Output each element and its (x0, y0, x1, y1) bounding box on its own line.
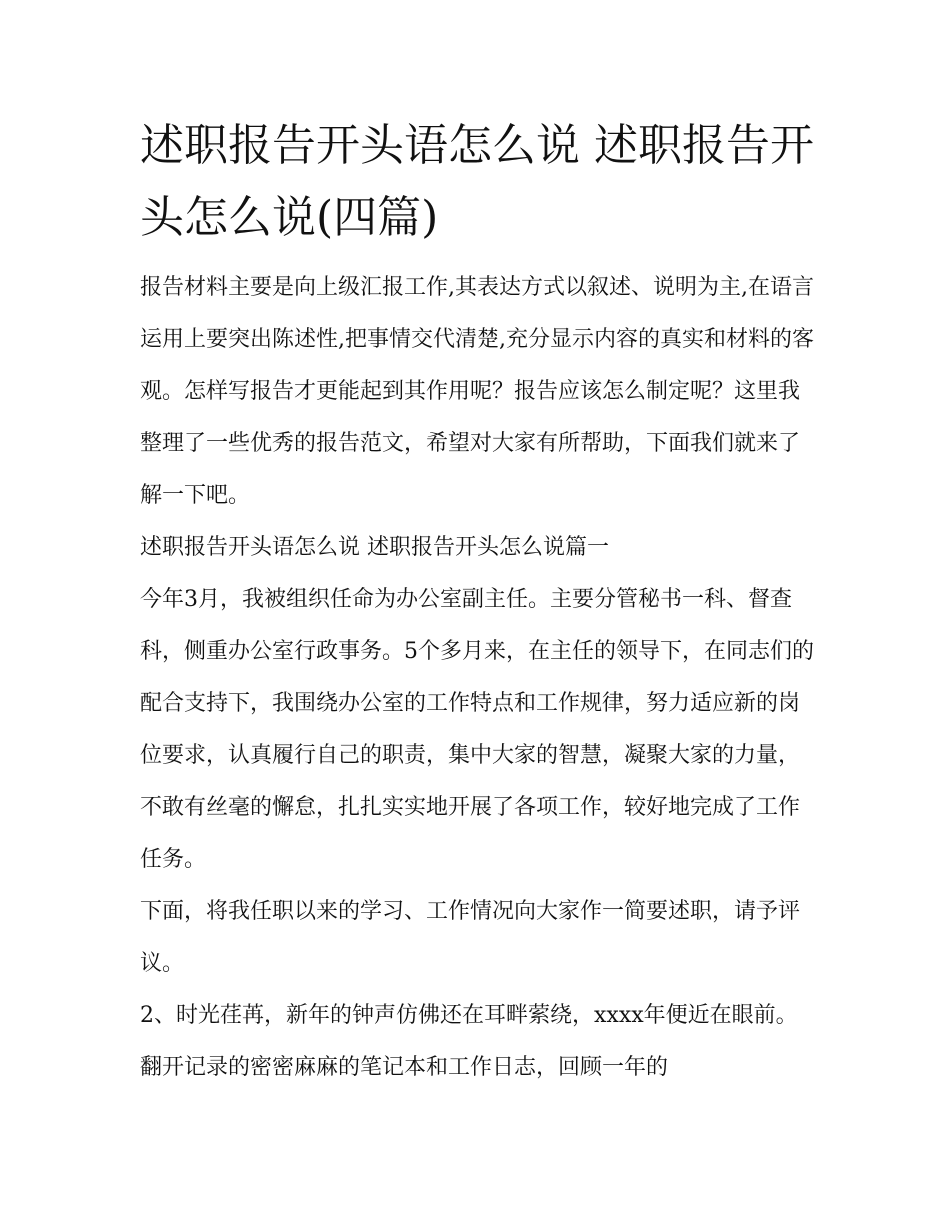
intro-paragraph: 报告材料主要是向上级汇报工作,其表达方式以叙述、说明为主,在语言运用上要突出陈述性,把事情交代清楚,充分显示内容的真实和材料的客观。怎样写报告才更能起到其作用呢？报告应该怎么制定呢？这里我整理了一些优秀的报告范文，希望对大家有所帮助，下面我们就来了解一下吧。 (140, 275, 814, 508)
body-paragraph: 2、时光荏苒，新年的钟声仿佛还在耳畔萦绕，xxxx年便近在眼前。翻开记录的密密麻麻的笔记本和工作日志，回顾一年的 (140, 1003, 798, 1080)
document-title: 述职报告开头语怎么说 述职报告开头怎么说(四篇) (140, 120, 814, 243)
body-paragraph: 今年3月，我被组织任命为办公室副主任。主要分管秘书一科、督查科，侧重办公室行政事务。5个多月来，在主任的领导下，在同志们的配合支持下，我围绕办公室的工作特点和工作规律，努力适应新的岗位要求，认真履行自己的职责，集中大家的智慧，凝聚大家的力量，不敢有丝毫的懈怠，扎扎实实地开展了各项工作，较好地完成了工作任务。 (140, 587, 814, 872)
body-paragraph: 下面，将我任职以来的学习、工作情况向大家作一简要述职，请予评议。 (140, 899, 801, 976)
section-heading: 述职报告开头语怎么说 述职报告开头怎么说篇一 (140, 535, 609, 560)
document-body (140, 110, 815, 1094)
